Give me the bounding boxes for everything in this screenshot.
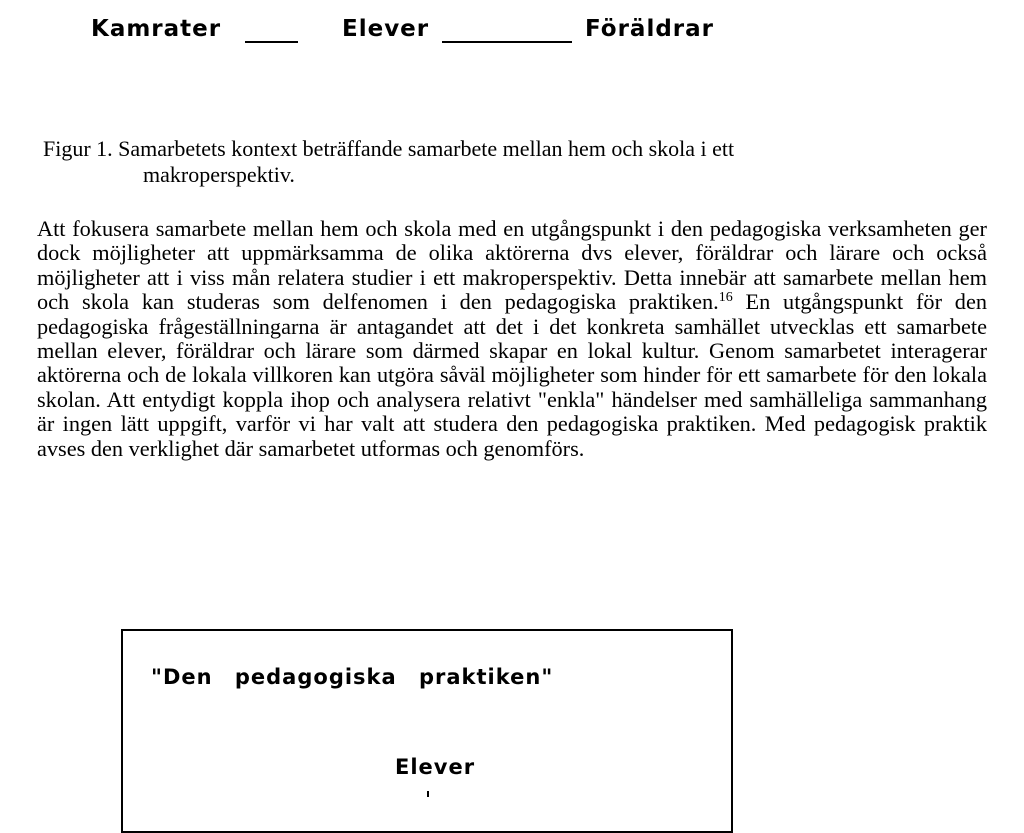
context-diagram (0, 12, 1024, 52)
node-elever: Elever (342, 16, 430, 42)
node-kamrater: Kamrater (91, 16, 222, 42)
connector-line (442, 41, 572, 43)
paragraph-text-part-2: En utgångspunkt för den pedagogiska frågeställningarna är antagandet att det i det konkreta samhället utvecklas ett samarbete mellan elever, föräldrar och lärare som därmed skapar en lokal kultur. Genom samarbetet interagerar aktörerna och de lokala villkoren kan utgöra såväl möjligheter som hinder för ett samarbete för den lokala skolan. Att entydigt koppla ihop och analysera relativt "enkla" händelser med samhälleliga sammanhang är ingen lätt uppgift, varför vi har valt att studera den pedagogiska praktiken. Med pedagogisk praktik avses den verklighet där samarbetet utformas och genomförs. (37, 289, 987, 461)
connector-tick (427, 791, 429, 797)
caption-line-1: Figur 1. Samarbetets kontext beträffande samarbete mellan hem och skola i ett (43, 136, 735, 161)
figure-2-box (121, 629, 733, 833)
caption-line-2: makroperspektiv. (143, 162, 295, 187)
node-foraldrar: Föräldrar (585, 16, 714, 42)
paragraph-text-part-1: Att fokusera samarbete mellan hem och skola med en utgångspunkt i den pedagogiska verksamheten ger dock möjligheter att uppmärksamma de olika aktörerna dvs elever, föräldrar och lärare och också möjligheter att i viss mån relatera studier i ett makroperspektiv. Detta innebär att samarbete mellan hem och skola kan studeras som delfenomen i den pedagogiska praktiken. (37, 216, 987, 315)
figure-caption (43, 136, 943, 188)
body-paragraph (37, 217, 987, 461)
footnote-reference: 16 (718, 290, 733, 306)
connector-line (245, 41, 298, 43)
node-elever-box: Elever (395, 755, 476, 779)
figure-2-title: "Den pedagogiska praktiken" (151, 665, 554, 689)
